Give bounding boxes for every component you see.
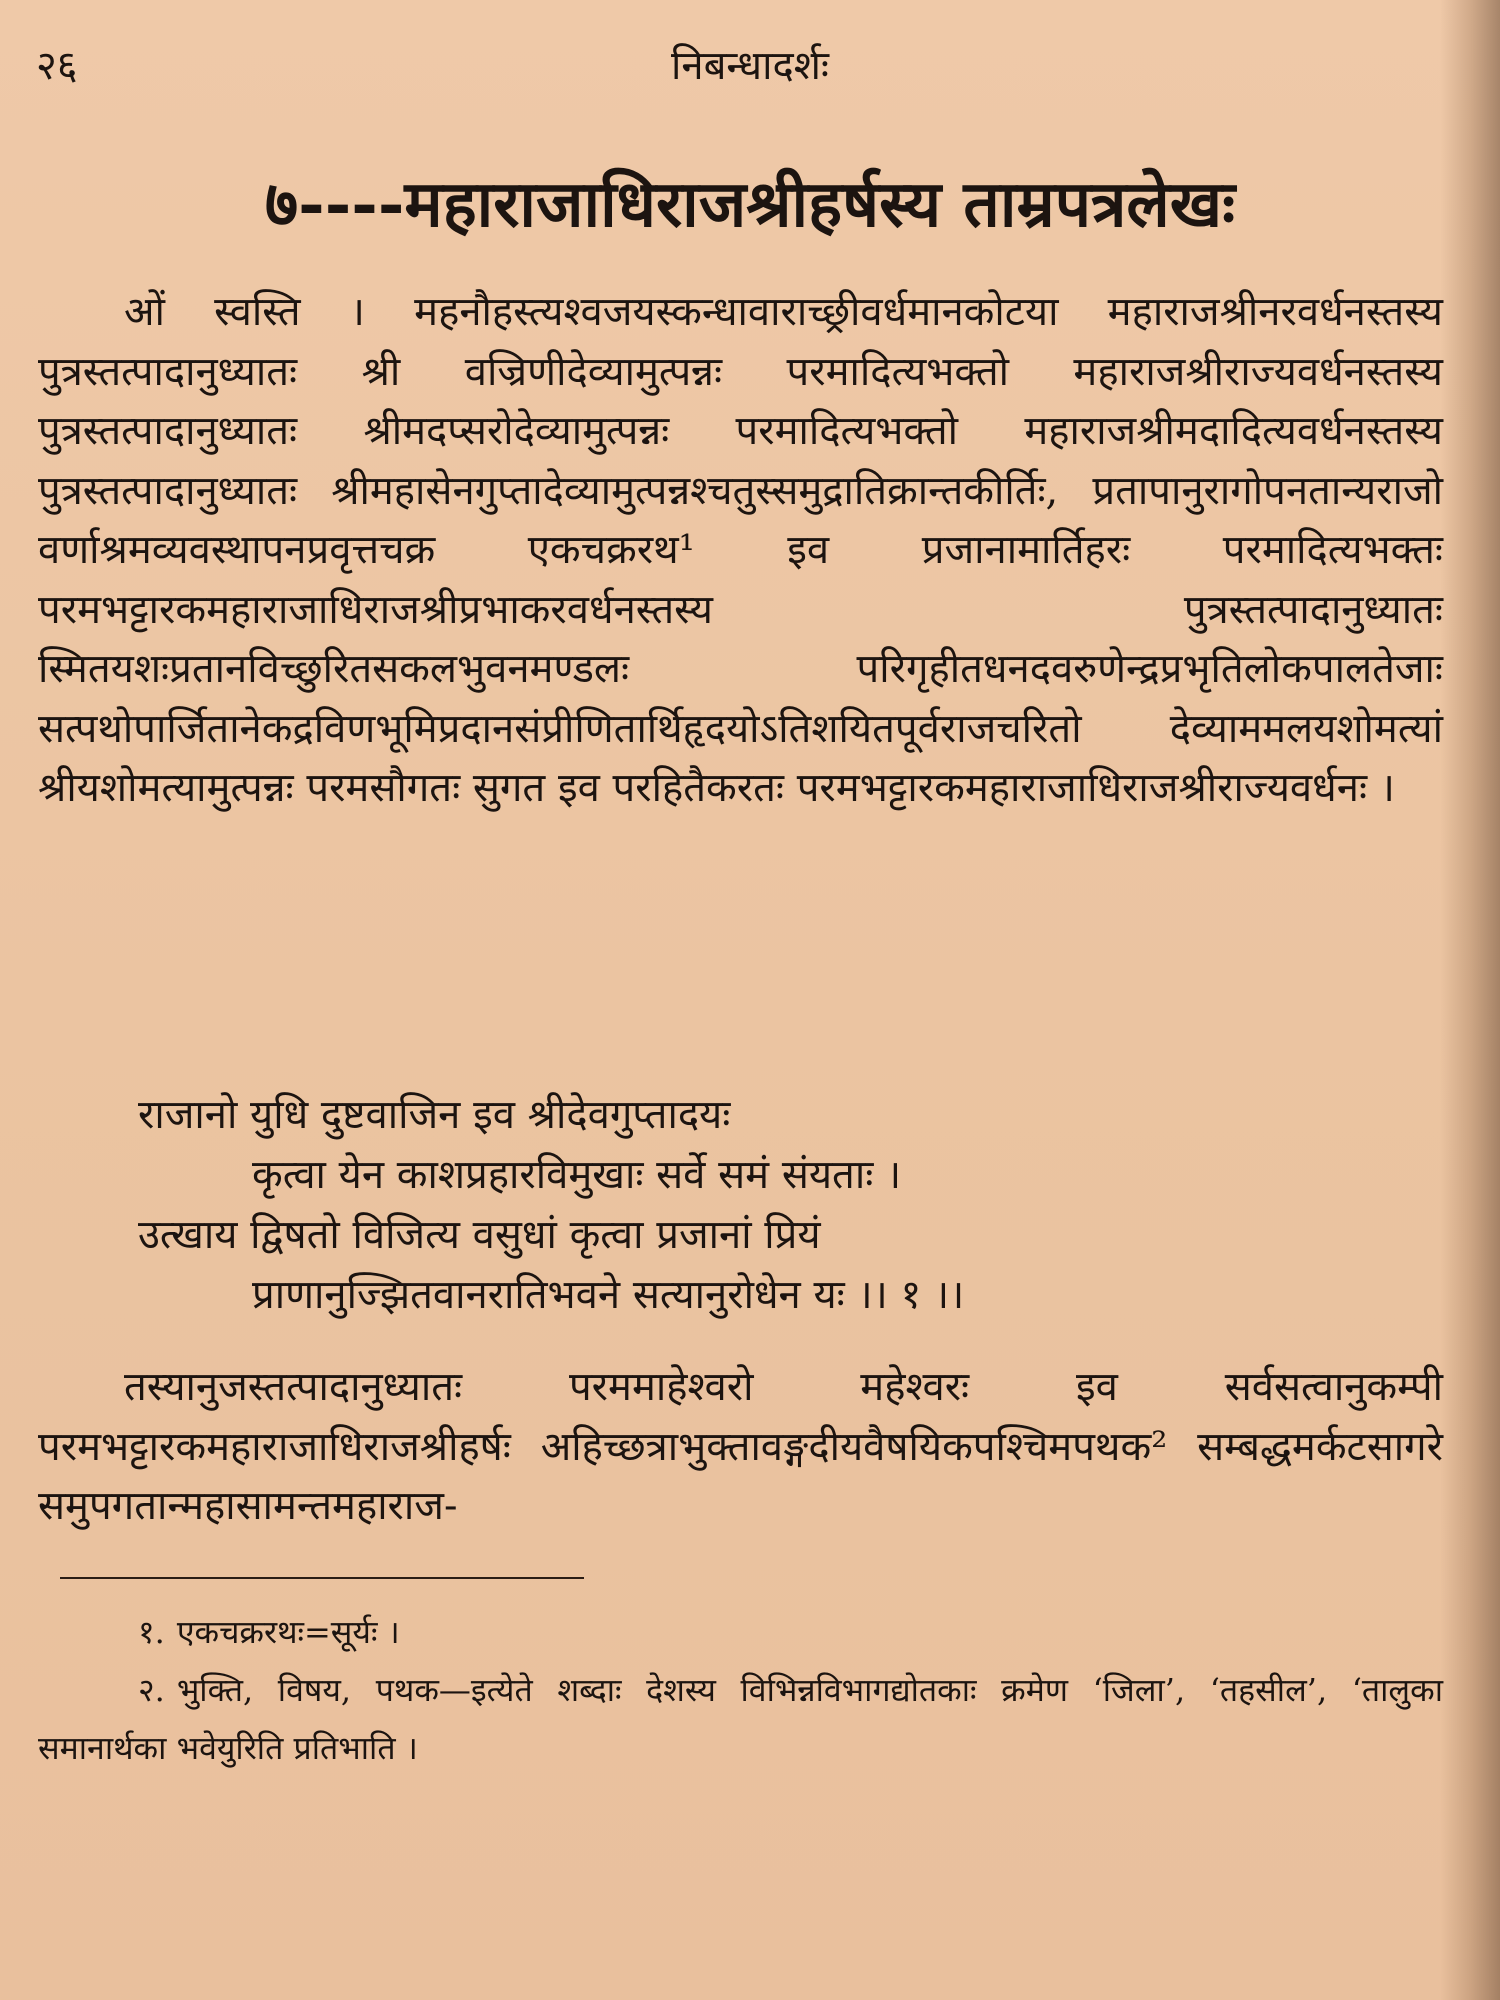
footnote-2-number: २. [138, 1671, 165, 1709]
footnote-1-text: एकचक्ररथः=सूर्यः । [176, 1613, 400, 1651]
footnote-divider [60, 1577, 584, 1579]
verse-line-1: राजानो युधि दुष्टवाजिन इव श्रीदेवगुप्तादयः [138, 1092, 731, 1138]
running-title: निबन्धादर्शः [671, 43, 829, 89]
prose-paragraph-2-text: तस्यानुजस्तत्पादानुध्यातः परममाहेश्वरो महेश्वरः इव सर्वसत्वानुकम्पी परमभट्टारकमहाराजाधिराजश्रीहर्षः अहिच्छत्राभुक्तावङ्गदीयवैषयिकपश्चिमपथक² सम्बद्धमर्कटसागरे समुपगतान्महासामन्तमहाराज- [38, 1364, 1443, 1529]
footnote-1 [38, 1603, 1443, 1661]
verse-block [38, 1085, 1443, 1325]
prose-paragraph-2 [38, 1358, 1443, 1537]
verse-line-2: कृत्वा येन काशप्रहारविमुखाः सर्वे समं संयताः । [252, 1152, 902, 1198]
chapter-title: ७----महाराजाधिराजश्रीहर्षस्य ताम्रपत्रलेखः [264, 167, 1236, 242]
prose-paragraph-1-text: ओं स्वस्ति । महनौहस्त्यश्वजयस्कन्धावाराच्छ्रीवर्धमानकोटया महाराजश्रीनरवर्धनस्तस्य पुत्रस्तत्पादानुध्यातः श्री वज्रिणीदेव्यामुत्पन्नः परमादित्यभक्तो महाराजश्रीराज्यवर्धनस्तस्य पुत्रस्तत्पादानुध्यातः श्रीमदप्सरोदेव्यामुत्पन्नः परमादित्यभक्तो महाराजश्रीमदादित्यवर्धनस्तस्य पुत्रस्तत्पादानुध्यातः श्रीमहासेनगुप्तादेव्यामुत्पन्नश्चतुस्समुद्रातिक्रान्तकीर्तिः, प्रतापानुरागोपनतान्यराजो वर्णाश्रमव्यवस्थापनप्रवृत्तचक्र एकचक्ररथ¹ इव प्रजानामार्तिहरः परमादित्यभक्तः परमभट्टारकमहाराजाधिराजश्रीप्रभाकरवर्धनस्तस्य पुत्रस्तत्पादानुध्यातः स्मितयशःप्रतानविच्छुरितसकलभुवनमण्डलः परिगृहीतधनदवरुणेन्द्रप्रभृतिलोकपालतेजाः सत्पथोपार्जितानेकद्रविणभूमिप्रदानसंप्रीणितार्थिहृदयोऽतिशयितपूर्वराजचरितो देव्याममलयशोमत्यां श्रीयशोमत्यामुत्पन्नः परमसौगतः सुगत इव परहितैकरतः परमभट्टारकमहाराजाधिराजश्रीराज्यवर्धनः । [38, 289, 1443, 811]
footnote-1-number: १. [138, 1613, 165, 1651]
footnotes [38, 1603, 1443, 1777]
verse-line-3: उत्खाय द्विषतो विजित्य वसुधां कृत्वा प्रजानां प्रियं [138, 1212, 821, 1258]
running-head [36, 38, 1464, 98]
footnote-2 [38, 1661, 1443, 1777]
page-number: २६ [36, 43, 78, 89]
verse-line-4: प्राणानुज्झितवानरातिभवने सत्यानुरोधेन यः ।। १ ।। [252, 1272, 965, 1318]
prose-paragraph-1 [38, 283, 1443, 819]
footnote-2-text: भुक्ति, विषय, पथक—इत्येते शब्दाः देशस्य विभिन्नविभागद्योतकाः क्रमेण ‘जिला’, ‘तहसील’, ‘तालुका समानार्थका भवेयुरिति प्रतिभाति । [38, 1671, 1443, 1767]
